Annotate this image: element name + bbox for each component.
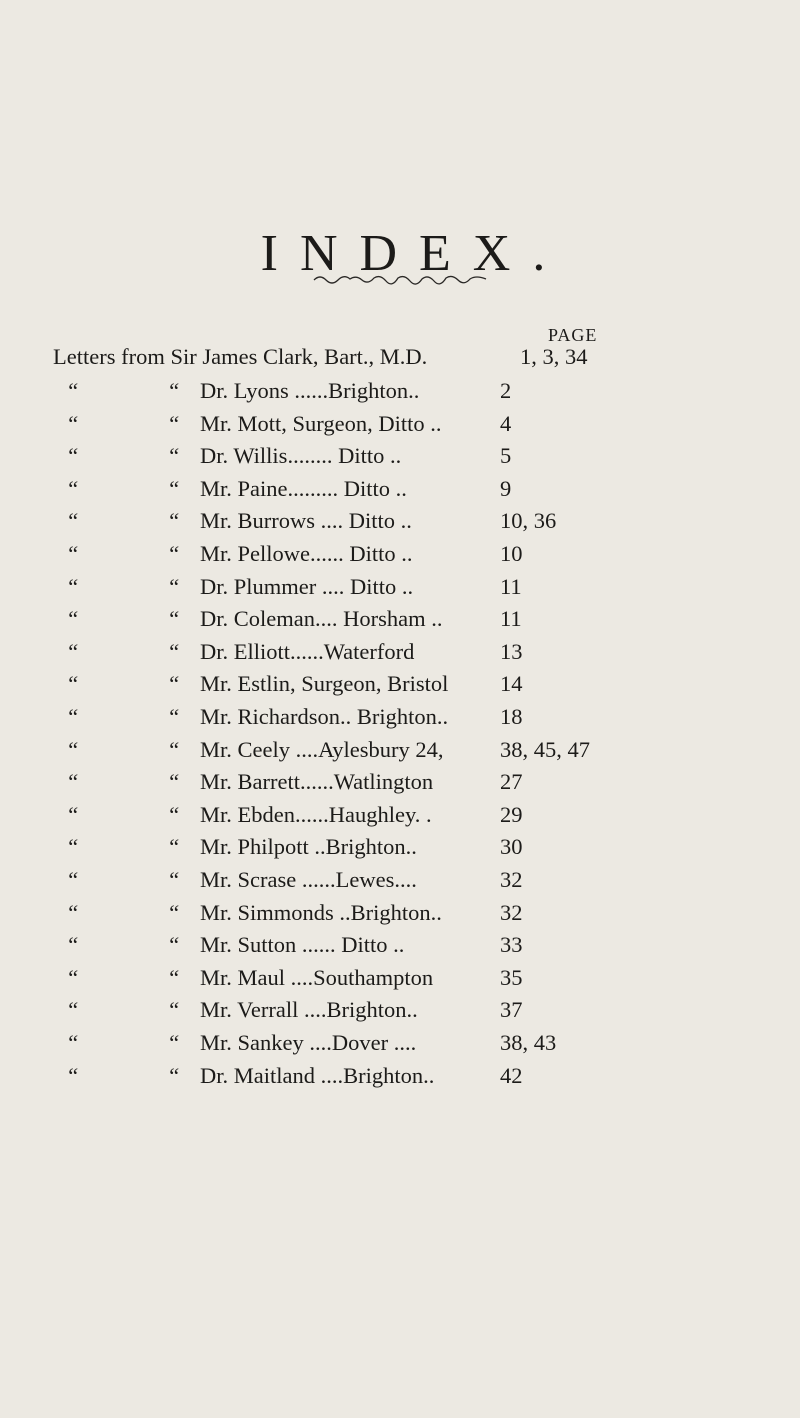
ditto-mark: “: [167, 801, 180, 827]
ditto-mark: “: [167, 769, 180, 795]
entry-name: Mr. Sutton ...... Ditto ..: [200, 932, 405, 958]
ditto-mark: “: [167, 638, 180, 664]
entry-name: Mr. Ebden......Haughley. .: [200, 801, 432, 827]
ditto-mark: “: [66, 964, 79, 990]
ditto-mark: “: [66, 736, 79, 762]
ditto-mark: “: [66, 1030, 79, 1055]
page-title: INDEX.: [260, 225, 568, 282]
entry-pages: 9: [500, 475, 512, 501]
entry-pages: 42: [500, 1062, 523, 1088]
ditto-mark: “: [66, 541, 79, 566]
ditto-mark: “: [167, 378, 180, 403]
entry-pages: 37: [500, 997, 523, 1023]
index-entry: [0, 671, 800, 701]
entry-pages: 11: [500, 573, 522, 599]
ditto-mark: “: [66, 410, 79, 436]
ditto-mark: “: [66, 671, 79, 697]
index-entry: [0, 704, 800, 734]
ditto-mark: “: [167, 573, 180, 599]
ditto-mark: “: [66, 475, 79, 501]
index-entry: [0, 802, 800, 832]
ditto-mark: “: [66, 769, 79, 795]
ditto-mark: “: [167, 867, 180, 892]
ditto-mark: “: [167, 410, 180, 436]
entry-pages: 18: [500, 704, 523, 729]
index-entry: [0, 411, 800, 441]
index-entry: [0, 867, 800, 897]
ditto-mark: “: [66, 899, 79, 925]
ditto-mark: “: [66, 801, 79, 827]
entry-pages: 29: [500, 801, 523, 827]
entry-pages: 38, 43: [500, 1030, 557, 1055]
ditto-mark: “: [66, 508, 79, 534]
entry-pages: 4: [500, 410, 512, 436]
entry-pages: 32: [500, 899, 523, 925]
ditto-mark: “: [167, 1062, 180, 1088]
entry-name: Mr. Burrows .... Ditto ..: [200, 508, 412, 534]
ditto-mark: “: [66, 997, 79, 1023]
entry-name: Mr. Estlin, Surgeon, Bristol: [200, 671, 449, 697]
entry-name: Mr. Ceely ....Aylesbury 24,: [200, 736, 444, 762]
ditto-mark: “: [66, 1062, 79, 1088]
ditto-mark: “: [167, 964, 180, 990]
index-entry: [0, 900, 800, 930]
entry-name: Mr. Simmonds ..Brighton..: [200, 899, 442, 925]
entry-pages: 11: [500, 606, 522, 632]
entry-pages: 32: [500, 867, 523, 892]
entry-pages: 30: [500, 834, 523, 860]
index-entry: [0, 932, 800, 962]
ditto-mark: “: [66, 834, 79, 860]
entry-name: Dr. Willis........ Ditto ..: [200, 443, 402, 469]
wavy-rule-ornament: [312, 272, 488, 286]
index-entry: [0, 541, 800, 571]
entry-name: Dr. Maitland ....Brighton..: [200, 1062, 435, 1088]
entry-name: Mr. Mott, Surgeon, Ditto ..: [200, 410, 442, 436]
ditto-mark: “: [167, 606, 180, 632]
entry-name: Mr. Scrase ......Lewes....: [200, 867, 417, 892]
ditto-mark: “: [167, 736, 180, 762]
index-entry: [0, 606, 800, 636]
ditto-mark: “: [66, 638, 79, 664]
entry-name: Dr. Lyons ......Brighton..: [200, 378, 420, 403]
ditto-mark: “: [66, 378, 79, 403]
ditto-mark: “: [167, 834, 180, 860]
index-entry: [0, 769, 800, 799]
entry-name: Dr. Coleman.... Horsham ..: [200, 606, 443, 632]
ditto-mark: “: [167, 932, 180, 958]
entry-name: Mr. Philpott ..Brighton..: [200, 834, 417, 860]
index-entry: [0, 1063, 800, 1093]
index-entry: [0, 476, 800, 506]
entry-name: Mr. Pellowe...... Ditto ..: [200, 541, 413, 566]
ditto-mark: “: [66, 443, 79, 469]
ditto-mark: “: [167, 475, 180, 501]
entry-pages: 38, 45, 47: [500, 736, 590, 762]
index-entry: [0, 834, 800, 864]
ditto-mark: “: [167, 541, 180, 566]
entry-name: Dr. Plummer .... Ditto ..: [200, 573, 414, 599]
ditto-mark: “: [66, 573, 79, 599]
index-entry: [0, 639, 800, 669]
index-entry: [0, 443, 800, 473]
ditto-mark: “: [167, 704, 180, 729]
entry-name: Mr. Barrett......Watlington: [200, 769, 434, 795]
index-entry: [0, 965, 800, 995]
ditto-mark: “: [66, 867, 79, 892]
entry-name: Mr. Richardson.. Brighton..: [200, 704, 449, 729]
index-entry-first: [0, 344, 800, 374]
ditto-mark: “: [167, 1030, 180, 1055]
entry-pages: 13: [500, 638, 523, 664]
entry-pages: 10: [500, 541, 523, 566]
entry-pages: 1, 3, 34: [520, 344, 588, 369]
page-column-header: PAGE: [548, 325, 598, 345]
ditto-mark: “: [167, 671, 180, 697]
entry-name: Mr. Paine......... Ditto ..: [200, 475, 407, 501]
index-entry: [0, 378, 800, 408]
ditto-mark: “: [167, 997, 180, 1023]
entry-pages: 10, 36: [500, 508, 557, 534]
entry-name: Mr. Maul ....Southampton: [200, 964, 434, 990]
entry-pages: 14: [500, 671, 523, 697]
ditto-mark: “: [66, 932, 79, 958]
entry-name: Dr. Elliott......Waterford: [200, 638, 415, 664]
ditto-mark: “: [167, 443, 180, 469]
index-entry: [0, 737, 800, 767]
ditto-mark: “: [66, 606, 79, 632]
entry-pages: 5: [500, 443, 512, 469]
entry-pages: 27: [500, 769, 523, 795]
index-entry: [0, 1030, 800, 1060]
index-entry: [0, 508, 800, 538]
index-entry: [0, 997, 800, 1027]
ditto-mark: “: [167, 508, 180, 534]
entry-pages: 33: [500, 932, 523, 958]
ditto-mark: “: [66, 704, 79, 729]
index-entry: [0, 574, 800, 604]
entry-pages: 2: [500, 378, 512, 403]
entry-pages: 35: [500, 964, 523, 990]
entry-name: Mr. Sankey ....Dover ....: [200, 1030, 417, 1055]
entry-name: Mr. Verrall ....Brighton..: [200, 997, 418, 1023]
entry-text: Letters from Sir James Clark, Bart., M.D.: [53, 344, 428, 369]
ditto-mark: “: [167, 899, 180, 925]
